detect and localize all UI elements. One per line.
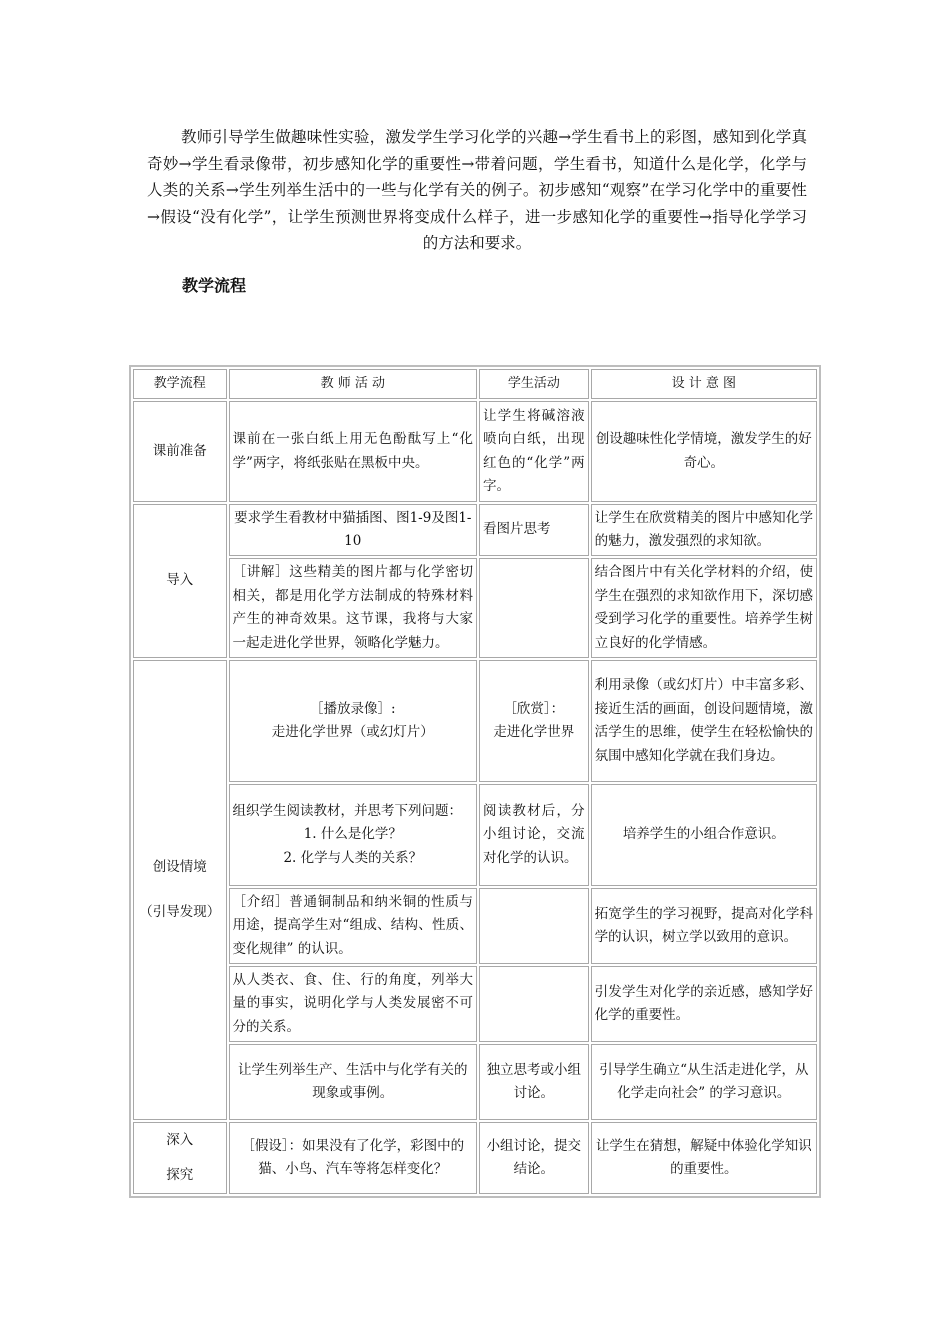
design-intent: 利用录像（或幻灯片）中丰富多彩、接近生活的画面，创设问题情境，激活学生的思维，使学生在轻松愉快的氛围中感知化学就在我们身边。 — [591, 660, 817, 782]
table-row — [133, 888, 817, 964]
table-header-row — [133, 369, 817, 399]
student-line: 走进化学世界 — [493, 724, 575, 740]
teacher-line: 组织学生阅读教材，并思考下列问题： — [232, 802, 463, 819]
teacher-activity: 要求学生看教材中猫插图、图1-9及图1-10 — [229, 504, 477, 556]
design-intent: 让学生在猜想，解疑中体验化学知识的重要性。 — [591, 1122, 817, 1194]
teacher-activity: 课前在一张白纸上用无色酚酞写上“化学”两字，将纸张贴在黑板中央。 — [229, 401, 477, 502]
student-activity — [479, 660, 589, 782]
teaching-flow-table — [129, 365, 821, 1198]
teacher-line: ［播放录像］: — [309, 700, 396, 717]
intro-paragraph — [147, 124, 807, 257]
teacher-activity: 让学生列举生产、生活中与化学有关的现象或事例。 — [229, 1044, 477, 1120]
student-activity: 让学生将碱溶液喷向白纸，出现红色的“化学”两字。 — [479, 401, 589, 502]
stage-deep-line2: 探究 — [166, 1167, 194, 1183]
stage-scenario — [133, 660, 227, 1120]
student-activity — [479, 966, 589, 1042]
student-line: ［欣赏］： — [503, 700, 565, 717]
design-intent: 让学生在欣赏精美的图片中感知化学的魅力，激发强烈的求知欲。 — [591, 504, 817, 556]
teacher-activity — [229, 660, 477, 782]
student-activity: 独立思考或小组讨论。 — [479, 1044, 589, 1120]
table-row — [133, 401, 817, 502]
teacher-line: 1. 什么是化学？ — [303, 826, 402, 843]
teacher-activity: ［假设］：如果没有了化学，彩图中的猫、小鸟、汽车等将怎样变化？ — [229, 1122, 477, 1194]
student-activity: 小组讨论，提交结论。 — [479, 1122, 589, 1194]
student-activity — [479, 558, 589, 658]
design-intent: 结合图片中有关化学材料的介绍，使学生在强烈的求知欲作用下，深切感受到学习化学的重要性。培养学生树立良好的化学情感。 — [591, 558, 817, 658]
stage-scenario-title: 创设情境 — [152, 858, 207, 875]
stage-intro: 导入 — [133, 504, 227, 658]
student-activity: 阅读教材后，分小组讨论，交流对化学的认识。 — [479, 784, 589, 886]
design-intent: 引导学生确立“从生活走进化学，从化学走向社会” 的学习意识。 — [591, 1044, 817, 1120]
table-row — [133, 1122, 817, 1194]
teacher-activity — [229, 784, 477, 886]
table-row — [133, 558, 817, 658]
teacher-activity: ［讲解］这些精美的图片都与化学密切相关，都是用化学方法制成的特殊材料产生的神奇效果。这节课，我将与大家一起走进化学世界，领略化学魅力。 — [229, 558, 477, 658]
section-heading: 教学流程 — [182, 276, 247, 295]
stage-scenario-subtitle: （引导发现） — [139, 904, 221, 920]
teacher-line: 走进化学世界（或幻灯片） — [271, 724, 434, 740]
header-stage: 教学流程 — [133, 369, 227, 399]
design-intent: 创设趣味性化学情境，激发学生的好奇心。 — [591, 401, 817, 502]
intro-text: 教师引导学生做趣味性实验，激发学生学习化学的兴趣→学生看书上的彩图，感知到化学真奇妙→学生看录像带，初步感知化学的重要性→带着问题，学生看书，知道什么是化学，化学与人类的关系→学生列举生活中的一些与化学有关的例子。初步感知“观察”在学习化学中的重要性→假设“没有化学”，让学生预测世界将变成什么样子，进一步感知化学的重要性→指导化学学习的方法和要求。 — [147, 128, 807, 252]
teacher-activity: 从人类衣、食、住、行的角度，列举大量的事实，说明化学与人类发展密不可分的关系。 — [229, 966, 477, 1042]
table-row — [133, 504, 817, 556]
header-design: 设 计 意 图 — [591, 369, 817, 399]
table-row — [133, 660, 817, 782]
student-activity — [479, 888, 589, 964]
table-row — [133, 966, 817, 1042]
design-intent: 引发学生对化学的亲近感，感知学好化学的重要性。 — [591, 966, 817, 1042]
teacher-line: 2. 化学与人类的关系？ — [283, 849, 423, 866]
teacher-activity: ［介绍］普通铜制品和纳米铜的性质与用途，提高学生对“组成、结构、性质、变化规律” 的认识。 — [229, 888, 477, 964]
stage-deep — [133, 1122, 227, 1194]
stage-deep-line1: 深入 — [166, 1131, 194, 1148]
table-row — [133, 784, 817, 886]
student-activity: 看图片思考 — [479, 504, 589, 556]
design-intent: 拓宽学生的学习视野，提高对化学科学的认识，树立学以致用的意识。 — [591, 888, 817, 964]
header-teacher: 教 师 活 动 — [229, 369, 477, 399]
header-student: 学生活动 — [479, 369, 589, 399]
stage-prep: 课前准备 — [133, 401, 227, 502]
table-row — [133, 1044, 817, 1120]
design-intent: 培养学生的小组合作意识。 — [591, 784, 817, 886]
